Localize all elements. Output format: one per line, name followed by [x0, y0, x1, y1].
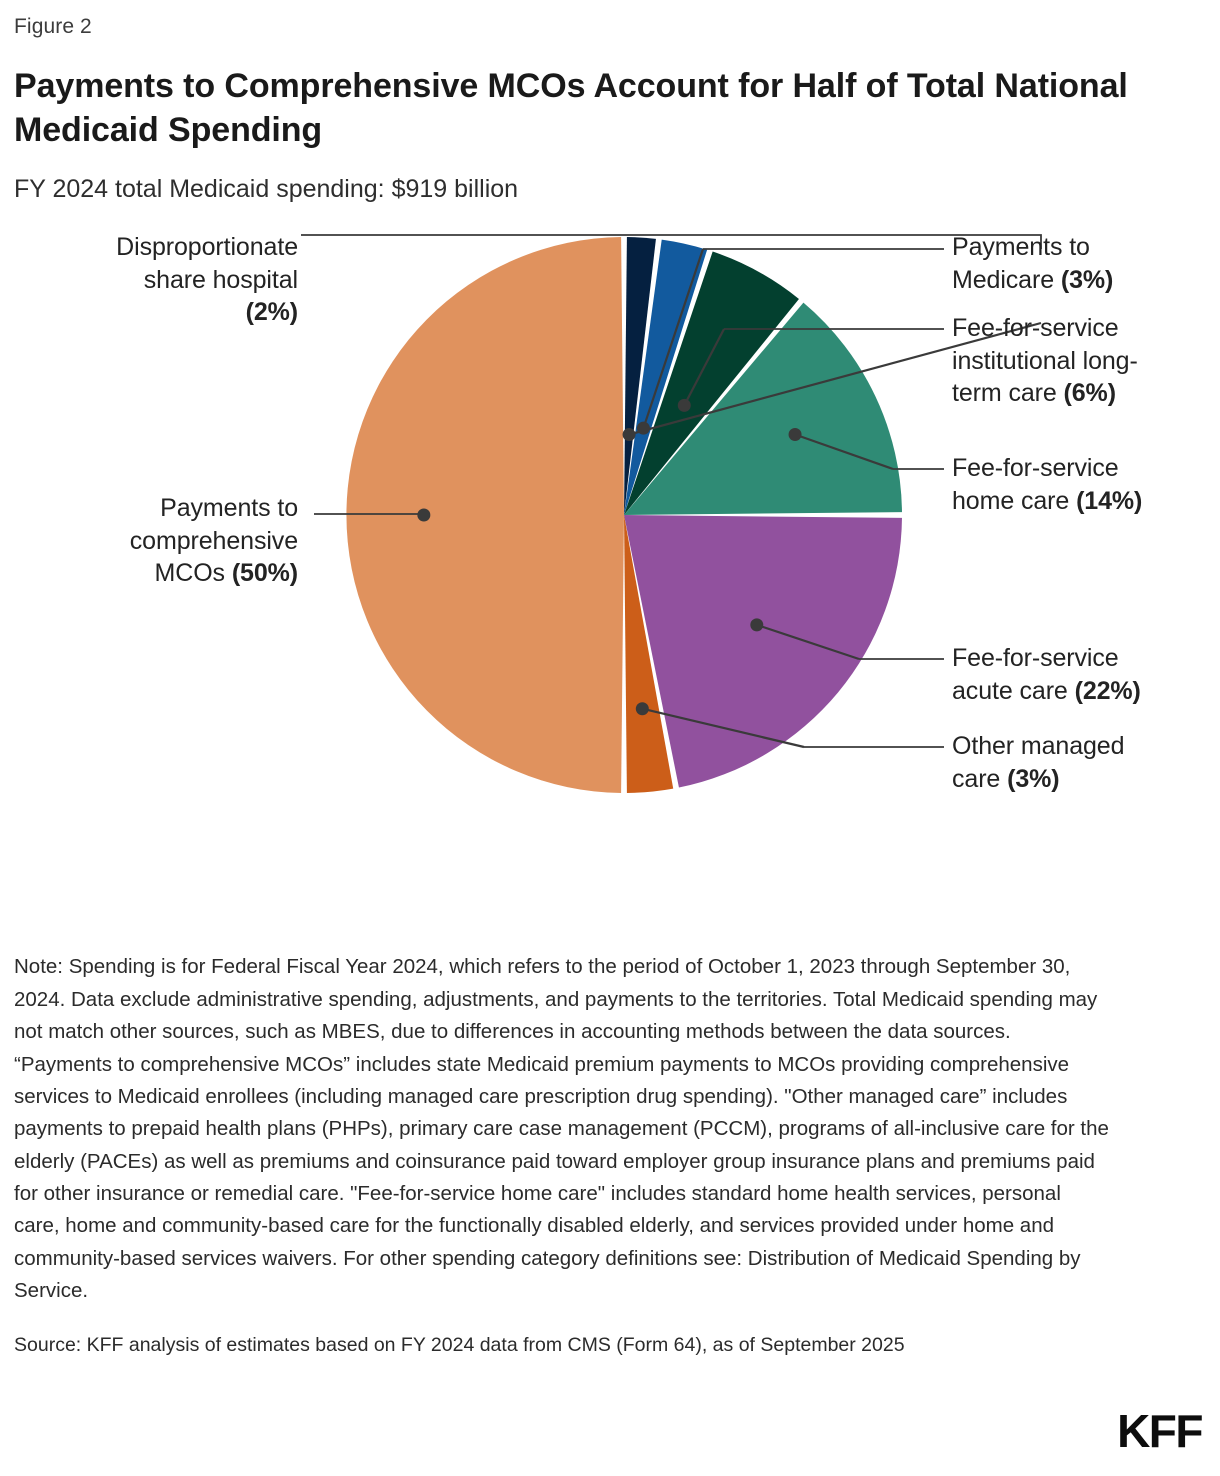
slice-label-medicare-value: (3%) — [1060, 265, 1114, 294]
slice-marker-dot — [750, 619, 763, 632]
slice-label-other-value: (3%) — [1007, 764, 1060, 793]
slice-label-mco-line1: Payments to — [160, 494, 298, 523]
figure-label: Figure 2 — [14, 15, 92, 38]
slice-label-mco — [23, 492, 298, 590]
slice-label-home-line2: home care (14%) — [952, 486, 1143, 515]
slice-marker-dot — [789, 428, 802, 441]
slice-label-home-line1: Fee-for-service — [952, 454, 1119, 483]
chart-subtitle: FY 2024 total Medicaid spending: $919 billion — [14, 175, 519, 204]
slice-label-dsh-line1: Disproportionate — [116, 233, 298, 262]
page-title: Payments to Comprehensive MCOs Account for Half of Total National Medicaid Spending — [14, 67, 1128, 149]
slice-label-acute-value: (22%) — [1074, 676, 1141, 705]
chart-note: Note: Spending is for Federal Fiscal Year 2024, which refers to the period of October 1, 2023 through September 30, 2024. Data exclude administrative spending, adjustments, and payments to the territories. Total Medicaid spending may not match other sources, such as MBES, due to differences in accounting methods between the data sources. “Payments to comprehensive MCOs” includes state Medicaid premium payments to MCOs providing comprehensive services to Medicaid enrollees (including managed care prescription drug spending). "Other managed care” includes payments to prepaid health plans (PHPs), primary care case management (PCCM), programs of all-inclusive care for the elderly (PACEs) as well as premiums and coinsurance paid toward employer group insurance plans and premiums paid for other insurance or remedial care. "Fee-for-service home care" includes standard home health services, personal care, home and community-based care for the functionally disabled elderly, and services provided under home and community-based services waivers. For other spending category definitions see: Distribution of Medicaid Spending by Service. — [14, 955, 1109, 1303]
slice-label-other-line2: care (3%) — [952, 764, 1060, 793]
pie-slice[interactable] — [346, 237, 624, 793]
slice-label-home-value: (14%) — [1076, 486, 1143, 515]
pie-chart-area — [14, 219, 1206, 869]
slice-label-ltc-line1: Fee-for-service — [952, 314, 1119, 343]
slice-label-mco-line2: comprehensive — [129, 526, 298, 555]
slice-marker-dot — [623, 429, 636, 442]
slice-marker-dot — [636, 703, 649, 716]
slice-label-acute-line2: acute care (22%) — [952, 676, 1141, 705]
slice-label-medicare — [952, 231, 1202, 296]
slice-label-other-line1: Other managed — [952, 732, 1125, 761]
slice-label-mco-line3: MCOs (50%) — [154, 559, 298, 588]
kff-logo: KFF — [1117, 1405, 1202, 1457]
slice-label-medicare-line2: Medicare (3%) — [952, 265, 1114, 294]
slice-marker-dot — [417, 509, 430, 522]
slice-label-dsh-line2: share hospital — [143, 265, 298, 294]
slice-label-dsh-value: (2%) — [245, 298, 298, 327]
slice-label-acute-line1: Fee-for-service — [952, 644, 1119, 673]
slice-marker-dot — [678, 399, 691, 412]
slice-marker-dot — [637, 422, 650, 435]
slice-label-mco-value: (50%) — [231, 559, 298, 588]
slice-label-home — [952, 452, 1207, 517]
slice-label-dsh — [23, 231, 298, 329]
slice-label-acute — [952, 642, 1207, 707]
slice-label-ltc-line3: term care (6%) — [952, 379, 1116, 408]
chart-source: Source: KFF analysis of estimates based on FY 2024 data from CMS (Form 64), as of September 2025 — [14, 1333, 905, 1356]
slice-label-ltc-line2: institutional long- — [952, 346, 1138, 375]
slice-label-ltc-value: (6%) — [1063, 379, 1116, 408]
slice-label-ltc — [952, 312, 1204, 410]
slice-label-other — [952, 730, 1204, 795]
slice-label-medicare-line1: Payments to — [952, 233, 1090, 262]
